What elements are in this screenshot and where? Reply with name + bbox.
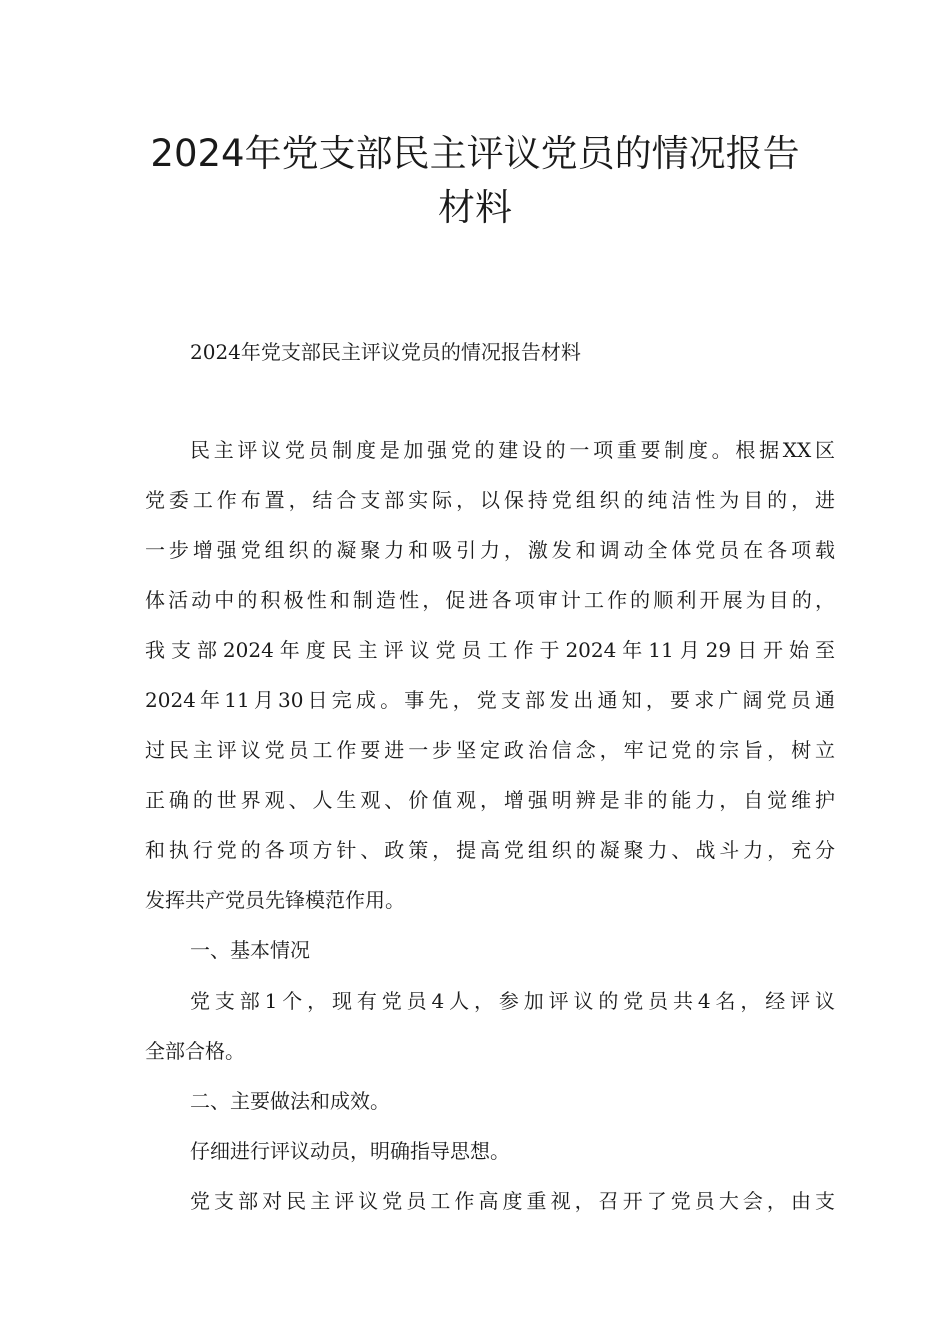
- section-1-line-2: 全部合格。: [145, 1039, 245, 1063]
- document-title-line-1: 2024年党支部民主评议党员的情况报告: [150, 132, 800, 175]
- intro-line-7: 过民主评议党员工作要进一步坚定政治信念，牢记党的宗旨，树立: [145, 738, 835, 762]
- intro-line-1: 民主评议党员制度是加强党的建设的一项重要制度。根据XX区: [190, 438, 835, 462]
- section-2-line-1: 党支部对民主评议党员工作高度重视，召开了党员大会，由支: [190, 1189, 835, 1213]
- intro-line-10: 发挥共产党员先锋模范作用。: [145, 888, 405, 912]
- section-1-line-1: 党支部1个，现有党员4人，参加评议的党员共4名，经评议: [190, 989, 835, 1013]
- section-2-subheading: 仔细进行评议动员，明确指导思想。: [190, 1139, 510, 1163]
- intro-line-6: 2024年11月30日完成。事先，党支部发出通知，要求广阔党员通: [145, 688, 835, 712]
- intro-line-9: 和执行党的各项方针、政策，提高党组织的凝聚力、战斗力，充分: [145, 838, 835, 862]
- section-2-heading: 二、主要做法和成效。: [190, 1089, 390, 1113]
- intro-line-2: 党委工作布置，结合支部实际，以保持党组织的纯洁性为目的，进: [145, 488, 835, 512]
- intro-line-8: 正确的世界观、人生观、价值观，增强明辨是非的能力，自觉维护: [145, 788, 835, 812]
- section-1-heading: 一、基本情况: [190, 938, 310, 962]
- intro-line-3: 一步增强党组织的凝聚力和吸引力，激发和调动全体党员在各项载: [145, 538, 835, 562]
- intro-line-5: 我支部2024年度民主评议党员工作于2024年11月29日开始至: [145, 638, 835, 662]
- document-subtitle: 2024年党支部民主评议党员的情况报告材料: [190, 340, 581, 364]
- intro-line-4: 体活动中的积极性和制造性，促进各项审计工作的顺利开展为目的，: [145, 588, 835, 612]
- document-title-line-2: 材料: [438, 186, 512, 229]
